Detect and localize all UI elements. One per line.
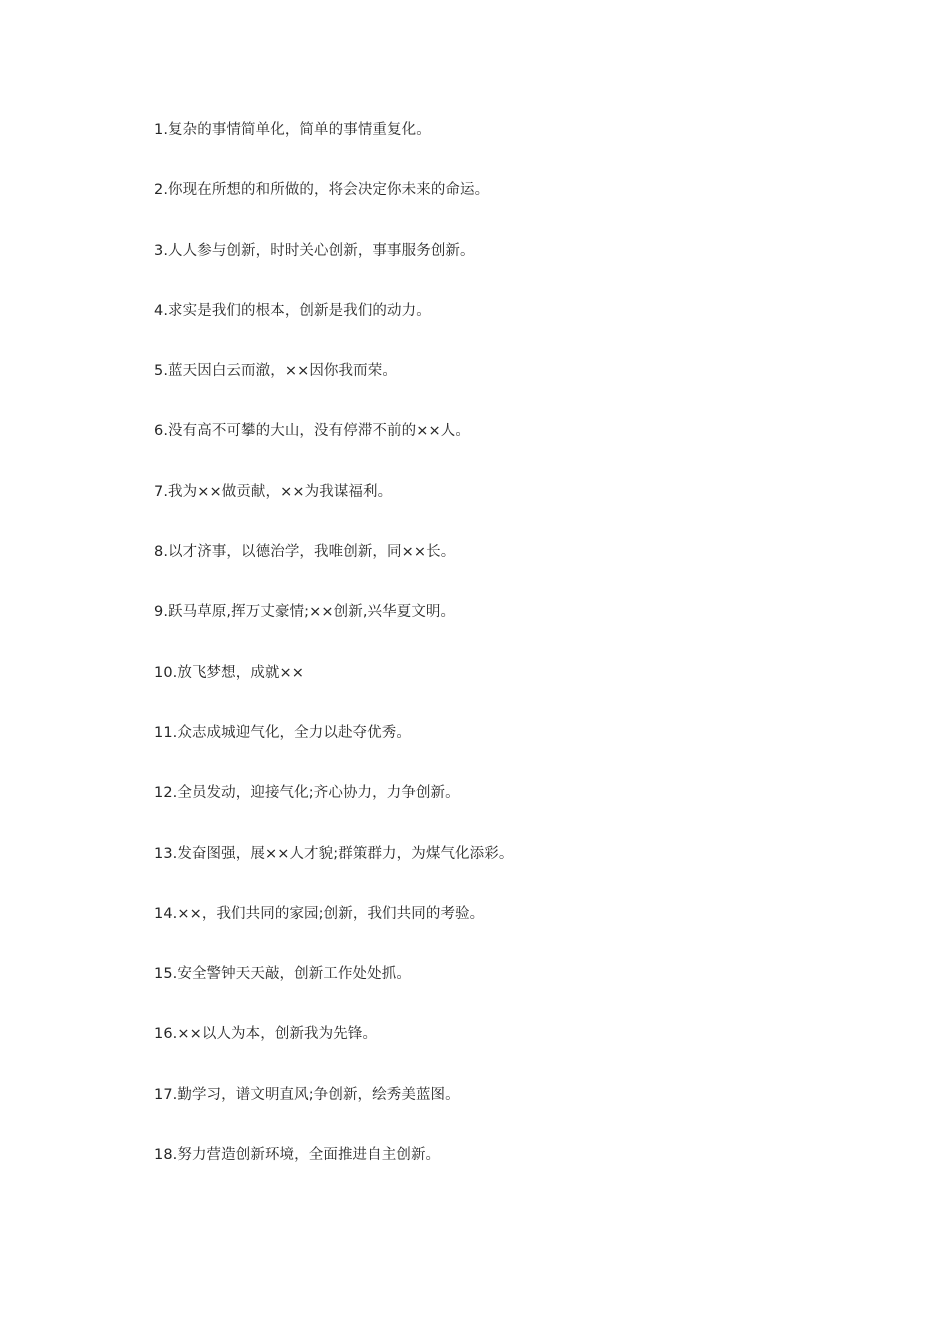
slogan-item: 5.蓝天因白云而澈，××因你我而荣。 [154,363,397,380]
slogan-item: 9.跃马草原,挥万丈豪情;××创新,兴华夏文明。 [154,604,456,621]
slogan-item: 12.全员发动，迎接气化;齐心协力，力争创新。 [154,785,460,802]
slogan-item: 10.放飞梦想，成就×× [154,664,305,681]
slogan-item: 8.以才济事，以德治学，我唯创新，同××长。 [154,544,456,561]
slogan-item: 13.发奋图强，展××人才貌;群策群力，为煤气化添彩。 [154,845,514,862]
slogan-item: 17.勤学习，谱文明直风;争创新，绘秀美蓝图。 [154,1086,460,1103]
slogan-item: 14.××，我们共同的家园;创新，我们共同的考验。 [154,905,485,922]
slogan-item: 6.没有高不可攀的大山，没有停滞不前的××人。 [154,423,470,440]
slogan-item: 1.复杂的事情简单化，简单的事情重复化。 [154,122,431,138]
slogan-item: 7.我为××做贡献，××为我谋福利。 [154,483,393,500]
slogan-item: 16.××以人为本，创新我为先锋。 [154,1026,378,1043]
slogan-item: 3.人人参与创新，时时关心创新，事事服务创新。 [154,242,475,259]
slogan-item: 15.安全警钟天天敲，创新工作处处抓。 [154,966,411,983]
slogan-list [154,118,513,1203]
slogan-item: 11.众志成城迎气化，全力以赴夺优秀。 [154,724,411,741]
slogan-item: 4.求实是我们的根本，创新是我们的动力。 [154,302,431,319]
slogan-item: 2.你现在所想的和所做的，将会决定你未来的命运。 [154,182,490,199]
slogan-item: 18.努力营造创新环境，全面推进自主创新。 [154,1147,441,1164]
